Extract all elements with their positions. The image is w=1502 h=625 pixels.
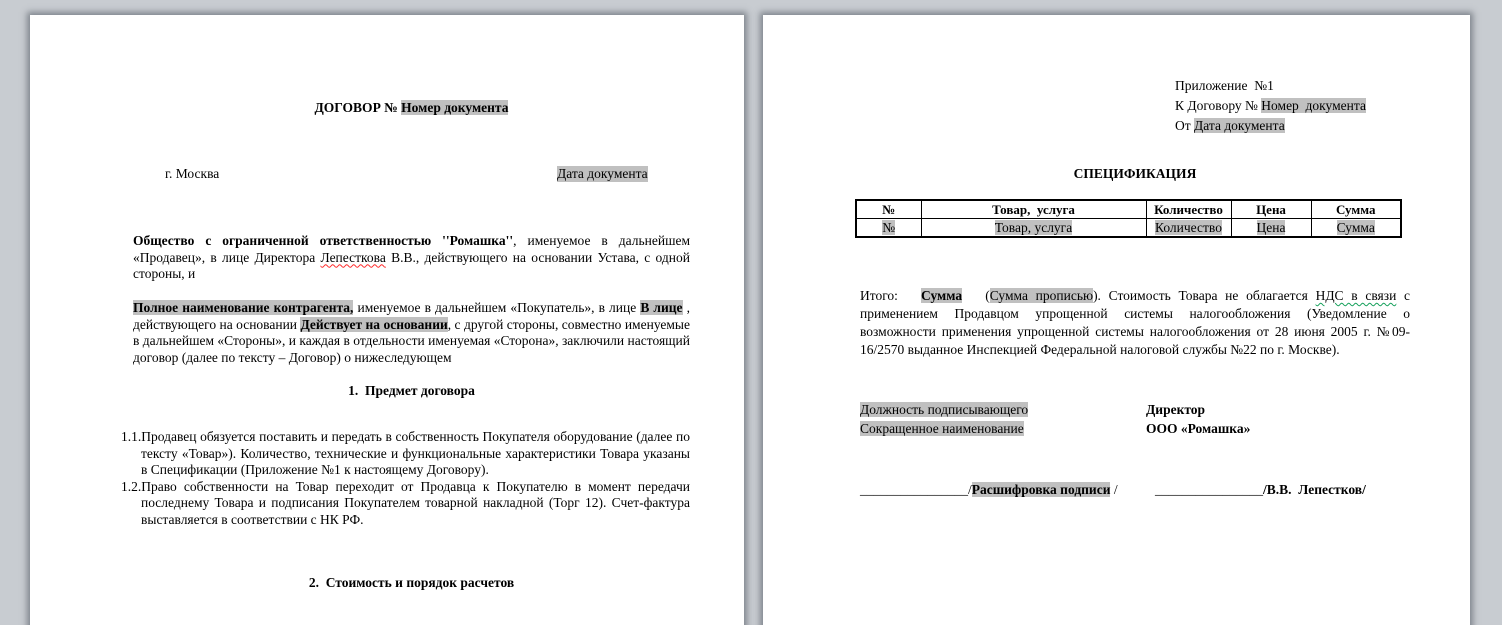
signer-role-field[interactable]: Должность подписывающего [860,402,1029,417]
signature-row [860,482,1420,502]
table-cell-quantity[interactable] [1146,219,1231,238]
text-run: ________________ [860,482,968,497]
appendix-line-2 [1175,96,1366,116]
total-field[interactable]: Сумма [1336,219,1375,235]
text-run: ( [962,288,990,303]
number-field[interactable]: № [882,219,896,235]
placeholder-field[interactable]: Сумма [921,288,963,303]
table-header-row [856,200,1401,219]
text-run: , с другой стороны, совместно именуемые в дальнейшем «Стороны», и каждая в отдельности именуемая «Сторона», заключили настоящий договор (далее по тексту – Договор) о нижеследующем [133,316,690,365]
placeholder-field[interactable]: Номер документа [1261,98,1366,113]
buyer-paragraph [133,300,690,366]
appendix-line-3 [1175,116,1366,136]
text-run: ). Стоимость Товара не облагается [1093,288,1316,303]
text-run: ________________ [1155,482,1263,497]
seller-signatory [1146,401,1250,438]
text-run: НДС в связи [1315,288,1397,303]
col-header-quantity: Количество [1146,200,1231,219]
text-run: Итого: [860,288,922,303]
col-header-price: Цена [1231,200,1311,219]
text-run: Общество с ограниченной ответственностью ''Ромашка'' [133,233,514,248]
buyer-signature-line [860,482,1118,497]
table-cell-number[interactable] [856,219,921,238]
specification-heading: СПЕЦИФИКАЦИЯ [1073,166,1197,181]
director-company: ООО «Ромашка» [1146,420,1251,436]
text-run: ДОГОВОР № [314,100,402,115]
table-cell-item[interactable] [921,219,1146,238]
contract-title [133,100,690,116]
clause-1-2: 1.2.Право собственности на Товар переходит от Продавца к Покупателю в момент передачи последнему Товара и подписания Покупателем товарной накладной (Торг 12). Счет-фактура выставляется в соответствии с НК РФ. [121,478,690,527]
table-placeholder-row [856,219,1401,238]
section-1-list [121,429,690,528]
text-run: / [1110,482,1118,497]
date-placeholder-field[interactable]: Дата документа [557,166,648,181]
text-run: К Договору № [1175,98,1262,113]
placeholder-field[interactable]: В лице [640,300,683,315]
director-title: Директор [1146,402,1206,417]
appendix-line-1: Приложение №1 [1175,78,1274,93]
col-header-total: Сумма [1311,200,1401,219]
placeholder-field[interactable]: Полное наименование контрагента, [133,300,354,315]
text-run: / [968,482,972,497]
text-run: От [1175,118,1195,133]
clause-1-1: 1.1.Продавец обязуется поставить и передать в собственность Покупателя оборудование (далее по тексту «Товар»). Количество, технические и функциональные характеристики Товара указаны в Спецификации (Приложение №1 к настоящему Договору). [121,429,690,477]
placeholder-field[interactable]: Номер документа [401,100,509,115]
text-run: /В.В. Лепестков/ [1263,482,1366,497]
appendix-header [1175,76,1366,136]
signatories [860,401,1410,438]
col-header-item: Товар, услуга [921,200,1146,219]
table-cell-price[interactable] [1231,219,1311,238]
text-run: В.В., действующего на основании Устава, с одной стороны, и [133,249,690,281]
col-header-number: № [856,200,921,219]
placeholder-field[interactable]: Сумма прописью [989,288,1094,303]
text-run: именуемое в дальнейшем «Покупатель», в лице [353,300,641,315]
text-run: с применением Продавцом упрощенной системы налогообложения (Уведомление о возможности применения упрощенной системы налогообложения от 28 июня 2005 г. №09-16/2570 выданное Инспекцией Федеральной налоговой службы №22 по г. Москве). [860,288,1410,357]
seller-paragraph [133,233,690,283]
text-run: Лепесткова [320,249,386,265]
quantity-field[interactable]: Количество [1155,219,1222,235]
table-cell-total[interactable] [1311,219,1401,238]
buyer-signatory [860,401,1410,438]
text-run: , действующего на основании [133,300,690,332]
item-field[interactable]: Товар, услуга [994,219,1073,235]
page-2[interactable] [763,15,1470,625]
specification-table[interactable] [855,199,1402,238]
city-date-row [30,166,744,185]
section-2-heading: 2. Стоимость и порядок расчетов [308,575,515,590]
placeholder-field[interactable]: Расшифровка подписи [971,482,1111,497]
price-field[interactable]: Цена [1256,219,1286,235]
section-1-heading: 1. Предмет договора [348,383,475,398]
placeholder-field[interactable]: Действует на основании [300,316,448,332]
text-run: , именуемое в дальнейшем «Продавец», в лице Директора [133,233,690,265]
total-paragraph [860,287,1410,359]
seller-signature-line [1155,482,1366,498]
placeholder-field[interactable]: Дата документа [1194,118,1285,133]
signer-company-field[interactable]: Сокращенное наименование [860,420,1024,436]
page-1[interactable] [30,15,744,625]
city-label: г. Москва [165,166,220,181]
